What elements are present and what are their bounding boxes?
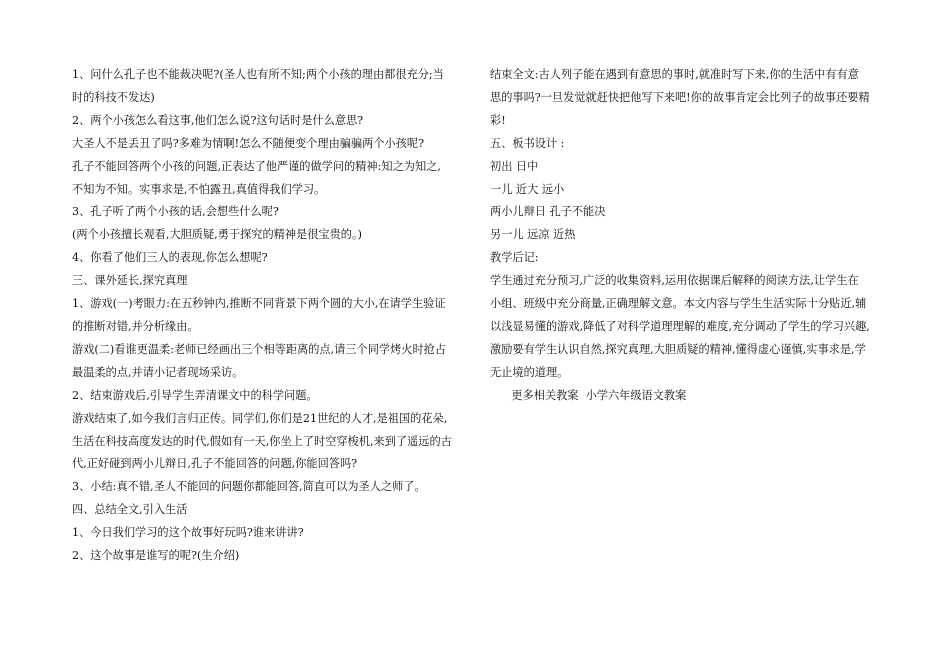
text-line: 生活在科技高度发达的时代,假如有一天,你坐上了时空穿梭机,来到了遥远的古 bbox=[72, 434, 452, 448]
paragraph bbox=[72, 133, 464, 156]
text-line: 孔子不能回答两个小孩的问题,正表达了他严谨的做学问的精神:知之为知之, bbox=[72, 159, 441, 173]
text-line: 另一儿 远凉 近热 bbox=[490, 228, 576, 242]
text-line: 学生通过充分预习,广泛的收集资料,运用依据课后解释的阅读方法,让学生在 bbox=[490, 274, 859, 288]
paragraph bbox=[72, 110, 464, 133]
text-line: 4、你看了他们三人的表现,你怎么想呢? bbox=[72, 251, 268, 265]
text-line: 无止境的道理。 bbox=[490, 365, 569, 379]
text-line: 激励要有学生认识自然,探究真理,大胆质疑的精神,懂得虚心谨慎,实事求是,学 bbox=[490, 342, 866, 356]
paragraph bbox=[72, 224, 464, 247]
text-line: 最温柔的点,并请小记者现场采访。 bbox=[72, 365, 244, 379]
paragraph bbox=[490, 270, 882, 385]
text-line: 不知为不知。实事求是,不怕露丑,真值得我们学习。 bbox=[72, 182, 326, 196]
paragraph bbox=[72, 156, 464, 202]
paragraph bbox=[72, 201, 464, 224]
section-heading bbox=[72, 270, 464, 293]
paragraph bbox=[72, 339, 464, 385]
text-line: 的推断对错,并分析缘由。 bbox=[72, 319, 199, 333]
paragraph bbox=[72, 247, 464, 270]
paragraph bbox=[72, 476, 464, 499]
text-line: 时的科技不发达) bbox=[72, 90, 155, 104]
text-line: 1、今日我们学习的这个故事好玩吗?谁来讲讲? bbox=[72, 526, 304, 540]
text-line: 两小儿辩日 孔子不能决 bbox=[490, 205, 606, 219]
section-heading bbox=[490, 133, 882, 156]
text-line: 更多相关教案 小学六年级语文教案 bbox=[490, 388, 687, 402]
text-line: 大圣人不是丢丑了吗?多难为情啊!怎么不随便变个理由骗骗两个小孩呢? bbox=[72, 136, 425, 150]
board-line bbox=[490, 179, 882, 202]
board-line bbox=[490, 201, 882, 224]
text-line: 初出 日中 bbox=[490, 159, 539, 173]
text-line: 代,正好碰到两小儿辩日,孔子不能回答的问题,你能回答吗? bbox=[72, 457, 358, 471]
text-line: 2、结束游戏后,引导学生弄清课文中的科学问题。 bbox=[72, 388, 318, 402]
text-line: 三、课外延长,探究真理 bbox=[72, 274, 188, 288]
related-links bbox=[490, 385, 882, 408]
paragraph bbox=[490, 64, 882, 133]
text-line: 彩! bbox=[490, 113, 506, 127]
paragraph bbox=[72, 408, 464, 477]
text-line: 一儿 近大 远小 bbox=[490, 182, 565, 196]
board-line bbox=[490, 224, 882, 247]
text-line: 3、孔子听了两个小孩的话,会想些什么呢? bbox=[72, 205, 279, 219]
paragraph bbox=[72, 545, 464, 568]
section-heading bbox=[72, 499, 464, 522]
text-line: 结束全文:古人列子能在遇到有意思的事时,就准时写下来,你的生活中有有意 bbox=[490, 68, 859, 81]
paragraph bbox=[72, 64, 464, 110]
board-line bbox=[490, 156, 882, 179]
paragraph bbox=[72, 522, 464, 545]
text-line: 五、板书设计 : bbox=[490, 136, 565, 150]
text-line: 1、游戏(一)考眼力:在五秒钟内,推断不同背景下两个圆的大小,在请学生验证 bbox=[72, 297, 446, 311]
section-heading bbox=[490, 247, 882, 270]
text-line: 1、问什么孔子也不能裁决呢?(圣人也有所不知;两个小孩的理由都很充分;当 bbox=[72, 68, 444, 81]
text-line: 思的事吗?一旦发觉就赶快把他写下来吧!你的故事肯定会比列子的故事还要精 bbox=[490, 90, 870, 104]
text-line: 小组、班级中充分商量,正确理解文意。本文内容与学生生活实际十分贴近,辅 bbox=[490, 297, 867, 311]
text-line: 教学后记: bbox=[490, 251, 539, 265]
left-column bbox=[72, 64, 464, 568]
text-line: (两个小孩擅长观看,大胆质疑,勇于探究的精神是很宝贵的。) bbox=[72, 228, 362, 242]
text-line: 四、总结全文,引入生活 bbox=[72, 503, 188, 517]
text-line: 以浅显易懂的游戏,降低了对科学道理理解的难度,充分调动了学生的学习兴趣, bbox=[490, 319, 870, 333]
text-line: 游戏结束了,如今我们言归正传。同学们,你们是21世纪的人才,是祖国的花朵, bbox=[72, 411, 448, 425]
text-line: 2、两个小孩怎么看这事,他们怎么说?这句话时是什么意思? bbox=[72, 113, 364, 127]
paragraph bbox=[72, 385, 464, 408]
right-column bbox=[490, 64, 882, 408]
paragraph bbox=[72, 293, 464, 339]
text-line: 游戏(二)看谁更温柔:老师已经画出三个相等距离的点,请三个同学烤火时抢占 bbox=[72, 342, 447, 356]
text-line: 3、小结:真不错,圣人不能回的问题你都能回答,简直可以为圣人之师了。 bbox=[72, 480, 426, 494]
text-line: 2、这个故事是谁写的呢?(生介绍) bbox=[72, 549, 240, 563]
